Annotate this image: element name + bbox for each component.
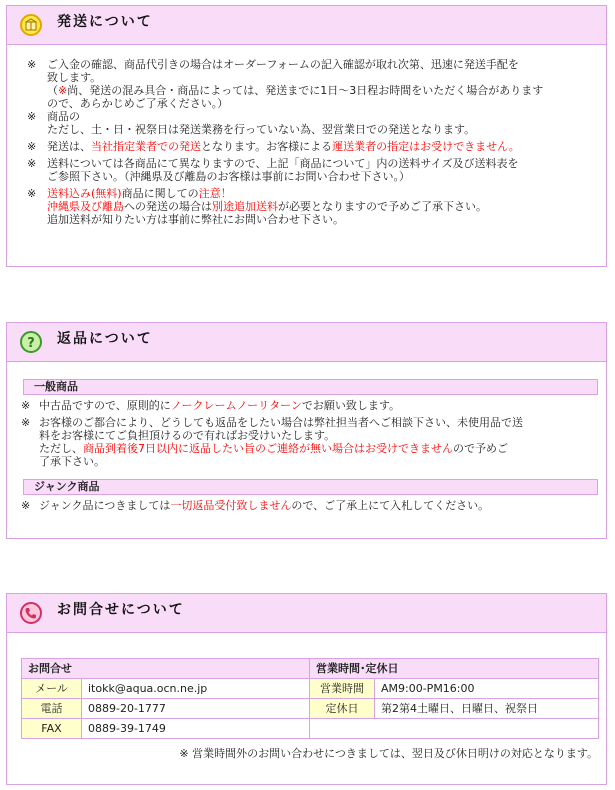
contact-empty-cell xyxy=(310,719,599,739)
question-icon xyxy=(20,331,42,353)
category-junk: ジャンク商品 xyxy=(23,479,598,495)
holiday-label: 定休日 xyxy=(310,699,375,719)
contact-section xyxy=(6,593,607,785)
mail-label: メール xyxy=(22,679,82,699)
shipping-note-payment: ※ ご入金の確認、商品代引きの場合はオーダーフォームの記入確認が取れ次第、迅速に発送手配を 致します。 （※尚、発送の混み具合・商品によっては、発送までに1日～3日程お時間をいただく場合があります ので、あらかじめご了承ください。） xyxy=(27,58,544,110)
contact-footer-note: ※ 営業時間外のお問い合わせにつきましては、翌日及び休日明けの対応となります。 xyxy=(179,747,598,760)
shipping-notes xyxy=(7,58,602,226)
fax-value: 0889-39-1749 xyxy=(82,719,310,739)
returns-title: 返品について xyxy=(57,331,153,347)
shipping-note-carrier: ※ 発送は、当社指定業者での発送となります。お客様による運送業者の指定はお受けできません。 xyxy=(27,140,520,153)
shipping-title: 発送について xyxy=(57,14,153,30)
returns-note-noclaim: ※ 中古品ですので、原則的にノークレームノーリターンでお願い致します。 xyxy=(21,399,401,412)
shipping-note-cost: ※ 送料については各商品にて異なりますので、上記「商品について」内の送料サイズ及び送料表を ご参照下さい。（沖縄県及び離島のお客様は事前にお問い合わせ下さい。） xyxy=(27,157,519,183)
mail-value[interactable]: itokk@aqua.ocn.ne.jp xyxy=(82,679,310,699)
shipping-note-free: ※ 送料込み(無料)商品に関しての注意！ 沖縄県及び離島への発送の場合は別途追加送料が必要となりますので予めご了承下さい。 追加送料が知りたい方は事前に弊社にお問い合わせ下さい。 xyxy=(27,187,487,226)
fax-label: FAX xyxy=(22,719,82,739)
returns-note-junk: ※ ジャンク品につきましては一切返品受付致しませんので、ご了承上にて入札してください。 xyxy=(21,499,490,512)
svg-text:?: ? xyxy=(27,336,35,351)
shipping-header xyxy=(7,6,606,45)
contact-head-left: お問合せ xyxy=(22,659,310,679)
tel-label: 電話 xyxy=(22,699,82,719)
returns-junk-notes xyxy=(7,499,602,512)
contact-table xyxy=(21,658,599,739)
returns-note-request: ※ お客様のご都合により、どうしても返品をしたい場合は弊社担当者へご相談下さい、未使用品で送 料をお客様にてご負担頂けるので有ればお受けいたします。 ただし、商品到着後7日以内に返品したい旨のご連絡が無い場合はお受けできませんので予めご 了承下さい。 xyxy=(21,416,523,468)
box-icon xyxy=(20,14,42,36)
shipping-section xyxy=(6,5,607,267)
hours-value: AM9:00-PM16:00 xyxy=(375,679,599,699)
contact-head-right: 営業時間･定休日 xyxy=(310,659,599,679)
returns-general-notes xyxy=(7,399,602,468)
returns-section xyxy=(6,322,607,539)
phone-icon xyxy=(20,602,42,624)
contact-title: お問合せについて xyxy=(57,602,185,618)
returns-header xyxy=(7,323,606,362)
category-general: 一般商品 xyxy=(23,379,598,395)
shipping-note-weekend: ※ 商品の ただし、土・日・祝祭日は発送業務を行っていない為、翌営業日での発送となります。 xyxy=(27,110,476,136)
tel-value: 0889-20-1777 xyxy=(82,699,310,719)
contact-header xyxy=(7,594,606,633)
hours-label: 営業時間 xyxy=(310,679,375,699)
holiday-value: 第2第4土曜日、日曜日、祝祭日 xyxy=(375,699,599,719)
